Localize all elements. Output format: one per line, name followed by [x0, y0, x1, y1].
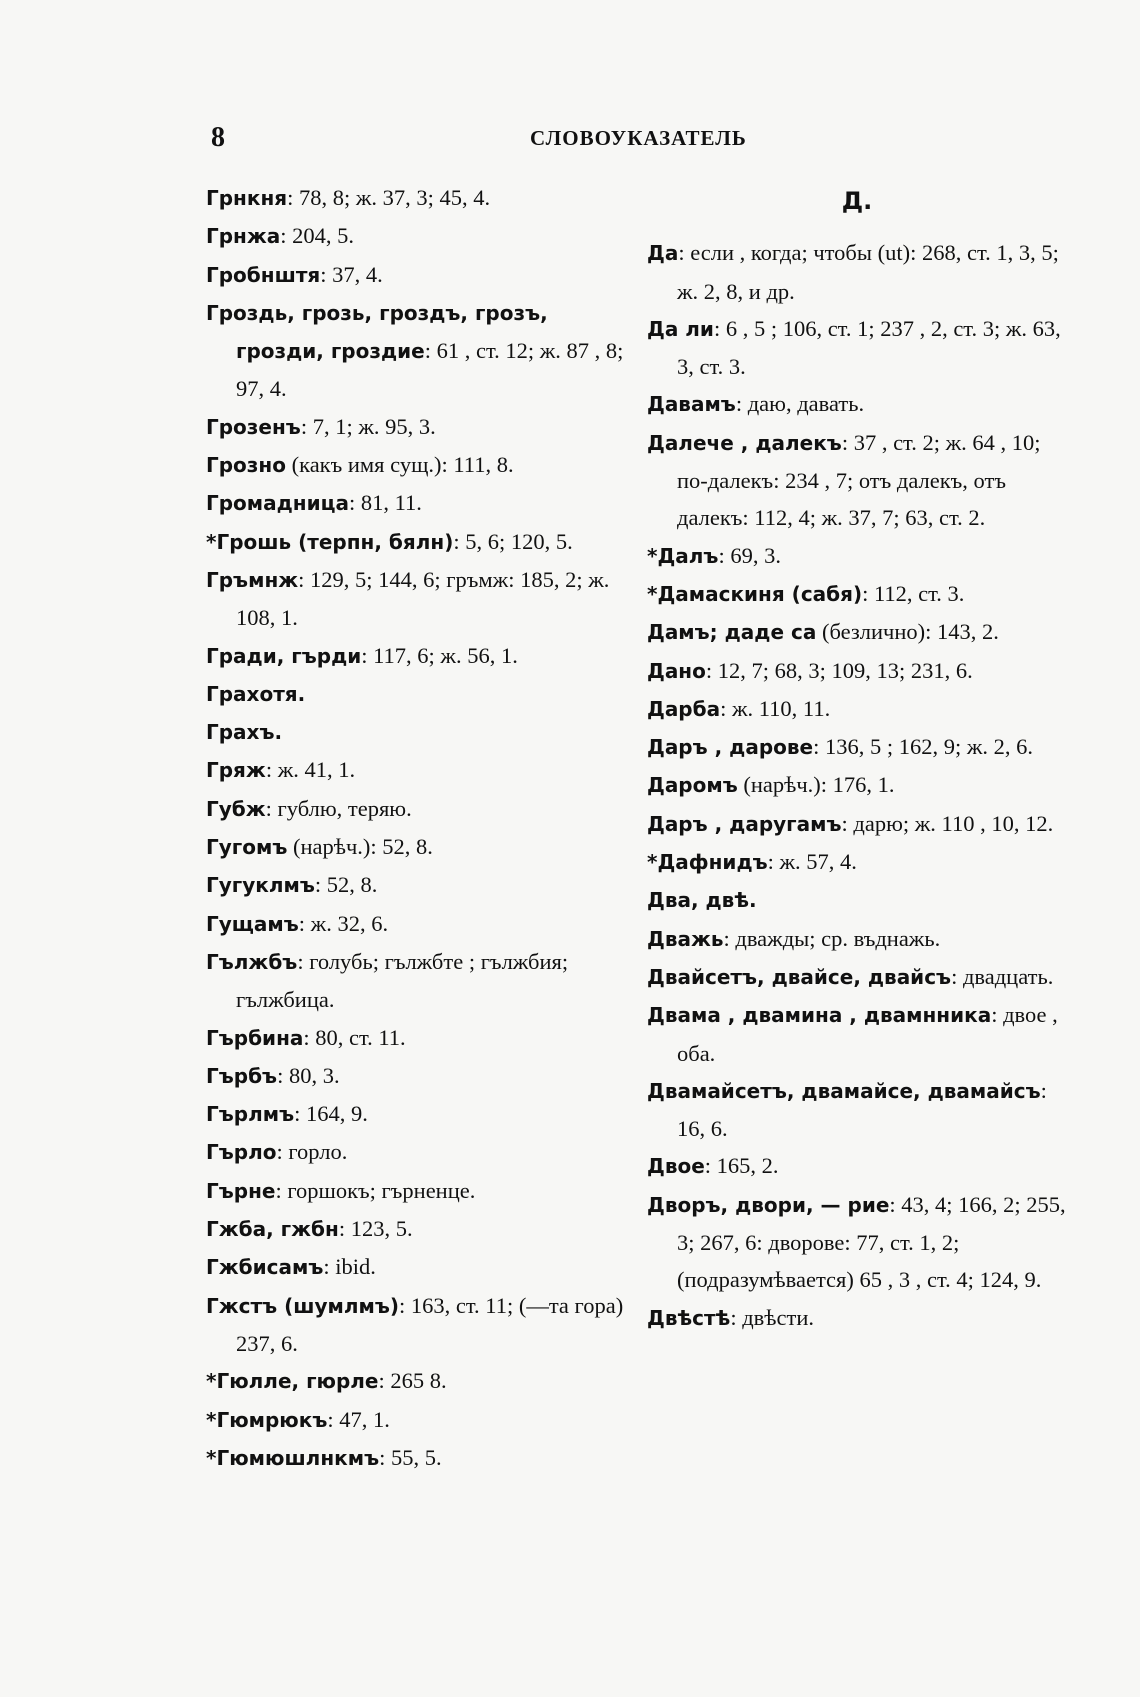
- index-entry: [647, 766, 1067, 804]
- headword: Гробнштя: [206, 262, 321, 287]
- index-entry: [206, 675, 626, 713]
- entry-references: : дважды; ср. въднажь.: [723, 925, 941, 951]
- headword: Гущамъ: [206, 911, 299, 936]
- index-entry: [206, 1133, 626, 1171]
- entry-references: : 163, ст. 11; (—та гора) 237, 6.: [236, 1292, 624, 1356]
- headword: *Гюмюшлнкмъ: [206, 1445, 380, 1470]
- index-entry: [647, 805, 1067, 843]
- index-entry: [647, 881, 1067, 919]
- index-entry: [206, 561, 626, 637]
- index-entry: [206, 1401, 626, 1439]
- headword: *Далъ: [647, 543, 719, 568]
- right-entries: [647, 234, 1067, 1337]
- index-entry: [647, 613, 1067, 651]
- index-entry: [647, 958, 1067, 996]
- index-entry: [206, 828, 626, 866]
- headword: Даромъ: [647, 773, 738, 798]
- headword: Гърло: [206, 1140, 277, 1165]
- index-entry: [647, 537, 1067, 575]
- index-entry: [647, 690, 1067, 728]
- entry-references: : двѣсти.: [730, 1304, 815, 1330]
- index-entry: [206, 408, 626, 446]
- entry-references: : 80, 3.: [277, 1062, 340, 1088]
- index-entry: [647, 920, 1067, 958]
- headword: Гръмнж: [206, 567, 299, 592]
- headword: Даръ , дарове: [647, 735, 814, 760]
- headword: Двѣстѣ: [647, 1305, 731, 1330]
- index-entry: [647, 1299, 1067, 1337]
- page-number: 8: [211, 122, 225, 153]
- entry-references: (безлично): 143, 2.: [816, 619, 999, 645]
- entry-references: : 204, 5.: [280, 223, 355, 249]
- section-letter: Д.: [841, 187, 873, 215]
- headword: Дано: [647, 658, 706, 683]
- entry-references: : 164, 9.: [294, 1101, 368, 1127]
- index-entry: [206, 1287, 626, 1363]
- entry-references: : 37, 4.: [320, 261, 383, 287]
- entry-references: : ibid.: [323, 1254, 376, 1280]
- entry-references: : 47, 1.: [327, 1406, 390, 1432]
- index-entry: [647, 1072, 1067, 1148]
- entry-references: : если , когда; чтобы (ut): 268, ст. 1, 3, 5; ж. 2, 8, и др.: [677, 240, 1059, 304]
- entry-references: : 117, 6; ж. 56, 1.: [361, 642, 518, 668]
- headword: Дважь: [647, 926, 724, 951]
- right-column: [647, 179, 1067, 1337]
- index-entry: [206, 1019, 626, 1057]
- entry-references: : гублю, теряю.: [265, 795, 412, 821]
- running-head: СЛОВОУКАЗАТЕЛЬ: [530, 126, 747, 150]
- entry-references: : горшокъ; гърненце.: [275, 1177, 476, 1203]
- index-entry: [206, 1248, 626, 1286]
- headword: Громадница: [206, 491, 349, 516]
- headword: Грозно: [206, 453, 286, 478]
- headword: Двамайсетъ, двамайсе, двамайсъ: [647, 1078, 1041, 1103]
- entry-references: : 16, 6.: [677, 1077, 1047, 1142]
- entry-references: : 69, 3.: [718, 542, 781, 568]
- headword: Два, двѣ.: [647, 888, 757, 913]
- headword: Гърне: [206, 1178, 276, 1203]
- entry-references: : ж. 110, 11.: [720, 695, 831, 721]
- index-entry: [647, 424, 1067, 537]
- index-entry: [206, 256, 626, 294]
- index-entry: [647, 996, 1067, 1072]
- index-entry: [647, 843, 1067, 881]
- entry-references: : 61 , ст. 12; ж. 87 , 8; 97, 4.: [236, 338, 624, 402]
- headword: Даръ , даругамъ: [647, 811, 842, 836]
- entry-references: : 55, 5.: [379, 1444, 442, 1470]
- index-entry: [206, 1210, 626, 1248]
- headword: *Дафнидъ: [647, 850, 768, 875]
- entry-references: : 123, 5.: [338, 1216, 413, 1242]
- entry-references: : ж. 41, 1.: [265, 757, 356, 783]
- entry-references: (нарѣч.): 52, 8.: [287, 834, 433, 860]
- headword: Гърбина: [206, 1025, 304, 1050]
- index-entry: [206, 217, 626, 255]
- index-entry: [206, 1362, 626, 1400]
- index-entry: [647, 652, 1067, 690]
- headword: Грозенъ: [206, 414, 301, 439]
- entry-references: : 5, 6; 120, 5.: [453, 528, 573, 554]
- index-entry: [206, 1057, 626, 1095]
- headword: Грахъ.: [206, 720, 283, 745]
- entry-references: : 43, 4; 166, 2; 255, 3; 267, 6: дворове: 77, ст. 1, 2; (подразумѣвается) 65 , 3 , ст. 4; 124, 9.: [677, 1191, 1066, 1293]
- entry-references: : 129, 5; 144, 6; гръмж: 185, 2; ж. 108, 1.: [236, 566, 610, 631]
- entry-references: : 78, 8; ж. 37, 3; 45, 4.: [287, 185, 491, 210]
- entry-references: : 80, ст. 11.: [303, 1024, 406, 1050]
- headword: Гряж: [206, 758, 266, 783]
- index-entry: [647, 1186, 1067, 1299]
- entry-references: : даю, давать.: [735, 391, 865, 417]
- index-entry: [206, 1439, 626, 1477]
- index-entry: [206, 1172, 626, 1210]
- entry-references: : ж. 57, 4.: [767, 849, 857, 875]
- entry-references: : 6 , 5 ; 106, ст. 1; 237 , 2, ст. 3; ж. 63, 3, ст. 3.: [677, 315, 1061, 380]
- headword: *Грошь (терпн, бялн): [206, 529, 454, 554]
- index-entry: [206, 943, 626, 1019]
- entry-references: : 165, 2.: [704, 1153, 779, 1179]
- headword: Да ли: [647, 316, 714, 341]
- headword: Гради, гърди: [206, 643, 362, 668]
- headword: *Дамаскиня (сабя): [647, 581, 863, 606]
- headword: Дамъ; даде са: [647, 620, 817, 645]
- left-column: [206, 179, 626, 1477]
- headword: Гърбъ: [206, 1063, 278, 1088]
- headword: Далече , далекъ: [647, 430, 842, 455]
- headword: *Гюлле, гюрле: [206, 1369, 379, 1394]
- headword: Грахотя.: [206, 681, 306, 706]
- index-entry: [206, 484, 626, 522]
- entry-references: (какъ имя сущ.): 111, 8.: [285, 452, 514, 478]
- headword: Дворъ, двори, — рие: [647, 1192, 890, 1217]
- entry-references: : 37 , ст. 2; ж. 64 , 10; по-далекъ: 234 , 7; отъ далекъ, отъ далекъ: 112, 4; ж. 37, 7; 63, ст. 2.: [677, 429, 1041, 531]
- entry-references: (нарѣч.): 176, 1.: [737, 772, 895, 798]
- headword: Гугомъ: [206, 835, 288, 860]
- index-entry: [206, 637, 626, 675]
- headword: Гължбъ: [206, 949, 298, 974]
- headword: Двое: [647, 1154, 705, 1179]
- entry-references: : двадцать.: [951, 963, 1054, 989]
- index-entry: [206, 905, 626, 943]
- headword: Грнжа: [206, 224, 281, 249]
- index-entry: [647, 1147, 1067, 1185]
- entry-references: : 81, 11.: [348, 490, 422, 516]
- headword: *Гюмрюкъ: [206, 1407, 328, 1432]
- index-entry: [206, 446, 626, 484]
- headword: Гжстъ (шумлмъ): [206, 1293, 400, 1318]
- index-entry: [206, 1095, 626, 1133]
- headword: Гроздь, грозь, гроздъ, грозъ, грозди, гроздие: [206, 300, 548, 364]
- index-entry: [206, 294, 626, 408]
- headword: Гърлмъ: [206, 1102, 295, 1127]
- entry-references: : 12, 7; 68, 3; 109, 13; 231, 6.: [705, 657, 973, 683]
- entry-references: : 52, 8.: [314, 872, 378, 898]
- headword: Двама , двамина , двамнника: [647, 1003, 992, 1028]
- entry-references: : дарю; ж. 110 , 10, 12.: [841, 810, 1054, 836]
- index-entry: [206, 751, 626, 789]
- index-entry: [206, 866, 626, 904]
- index-entry: [206, 523, 626, 561]
- entry-references: : 7, 1; ж. 95, 3.: [300, 413, 436, 439]
- headword: Грнкня: [206, 186, 288, 210]
- index-entry: [206, 179, 626, 217]
- index-entry: [647, 234, 1067, 310]
- headword: Губж: [206, 796, 266, 821]
- headword: Двайсетъ, двайсе, двайсъ: [647, 964, 952, 989]
- entry-references: : двое , оба.: [677, 1002, 1058, 1066]
- entry-references: : ж. 32, 6.: [298, 910, 389, 936]
- headword: Дарба: [647, 696, 721, 721]
- headword: Гугуклмъ: [206, 873, 315, 898]
- headword: Да: [647, 241, 679, 266]
- index-entry: [206, 713, 626, 751]
- index-entry: [647, 310, 1067, 386]
- headword: Гжба, гжбн: [206, 1217, 339, 1242]
- entry-references: : голубь; гължбте ; гължбия; гължбица.: [236, 948, 569, 1013]
- headword: Давамъ: [647, 392, 736, 417]
- entry-references: : 112, ст. 3.: [862, 580, 965, 606]
- entry-references: : 265 8.: [378, 1368, 447, 1394]
- index-entry: [647, 575, 1067, 613]
- index-entry: [647, 728, 1067, 766]
- index-entry: [206, 790, 626, 828]
- entry-references: : горло.: [276, 1139, 348, 1165]
- index-entry: [647, 385, 1067, 423]
- headword: Гжбисамъ: [206, 1255, 324, 1280]
- entry-references: : 136, 5 ; 162, 9; ж. 2, 6.: [813, 734, 1034, 760]
